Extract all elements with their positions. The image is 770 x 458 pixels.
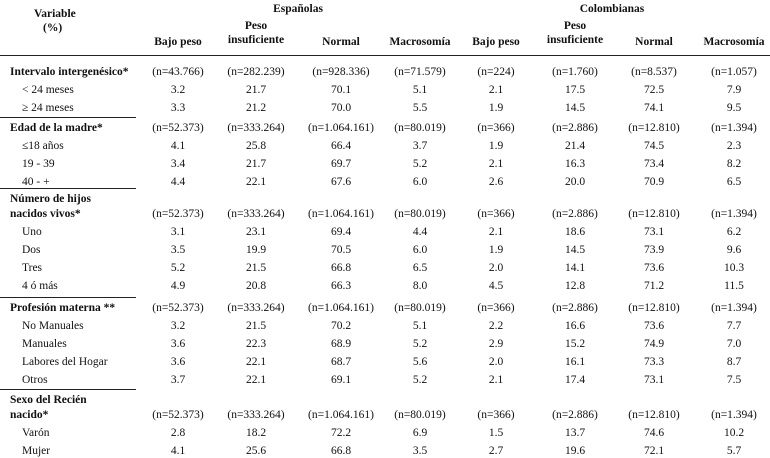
sample-size: (n=1.057) (711, 66, 757, 78)
table-cell: 5.2 (170, 262, 186, 274)
table-cell: 6.5 (412, 262, 428, 274)
table-cell: 6.0 (412, 176, 428, 188)
sample-size: (n=366) (477, 409, 515, 421)
sample-size: (n=80.019) (394, 208, 446, 220)
column-header: insuficiente (546, 34, 604, 46)
table-cell: 8.0 (412, 280, 428, 292)
column-header: Macrosomía (703, 36, 765, 48)
table-cell: 3.6 (170, 338, 186, 350)
row-label: ≤18 años (22, 140, 64, 152)
table-cell: 22.1 (245, 374, 267, 386)
table-cell: 22.3 (245, 338, 267, 350)
sample-size: (n=12.810) (628, 122, 680, 134)
sample-size: (n=928.336) (312, 66, 370, 78)
row-label: Uno (22, 226, 42, 238)
sample-size: (n=12.810) (628, 208, 680, 220)
row-label: Dos (22, 244, 41, 256)
sample-size: (n=52.373) (152, 122, 204, 134)
sample-size: (n=2.886) (552, 122, 598, 134)
section-label: Edad de la madre* (10, 122, 103, 134)
table-cell: 72.2 (330, 427, 352, 439)
table-cell: 74.6 (643, 427, 665, 439)
table-cell: 25.8 (245, 140, 267, 152)
row-label: Varón (22, 427, 50, 439)
table-cell: 3.3 (170, 102, 186, 114)
row-label: 4 ó más (22, 280, 58, 292)
table-cell: 70.9 (643, 176, 665, 188)
table-cell: 72.1 (643, 445, 665, 457)
section-label: nacido* (10, 409, 49, 421)
sample-size: (n=1.064.161) (308, 122, 374, 134)
table-cell: 3.5 (412, 445, 428, 457)
column-header: insuficiente (227, 34, 285, 46)
table-cell: 14.5 (564, 102, 586, 114)
sample-size: (n=12.810) (628, 409, 680, 421)
table-cell: 2.2 (488, 320, 504, 332)
sample-size: (n=333.264) (227, 409, 285, 421)
table-cell: 73.6 (643, 320, 665, 332)
sample-size: (n=1.394) (711, 302, 757, 314)
table-cell: 22.1 (245, 176, 267, 188)
table-cell: 15.2 (564, 338, 586, 350)
section-label: Sexo del Recién (10, 394, 87, 406)
table-cell: 2.3 (726, 140, 742, 152)
table-cell: 2.0 (488, 262, 504, 274)
sample-size: (n=333.264) (227, 302, 285, 314)
table-cell: 19.6 (564, 445, 586, 457)
table-cell: 5.2 (412, 374, 428, 386)
row-label: Tres (22, 262, 43, 274)
table-cell: 2.1 (488, 158, 504, 170)
sample-size: (n=43.766) (152, 66, 204, 78)
sample-size: (n=1.394) (711, 208, 757, 220)
sample-size: (n=12.810) (628, 302, 680, 314)
table-cell: 70.2 (330, 320, 352, 332)
table-cell: 69.7 (330, 158, 352, 170)
table-cell: 73.1 (643, 226, 665, 238)
section-divider (0, 117, 136, 118)
table-cell: 19.9 (245, 244, 267, 256)
table-cell: 10.3 (723, 262, 745, 274)
sample-size: (n=52.373) (152, 409, 204, 421)
section-divider (0, 188, 136, 189)
table-cell: 9.5 (726, 102, 742, 114)
sample-size: (n=80.019) (394, 302, 446, 314)
table-cell: 4.4 (170, 176, 186, 188)
table-cell: 5.5 (412, 102, 428, 114)
table-cell: 73.9 (643, 244, 665, 256)
table-cell: 70.1 (330, 84, 352, 96)
sample-size: (n=224) (477, 66, 515, 78)
section-label: Intervalo intergenésico* (10, 66, 129, 78)
table-cell: 8.7 (726, 356, 742, 368)
sample-size: (n=1.064.161) (308, 302, 374, 314)
table-cell: 4.5 (488, 280, 504, 292)
sample-size: (n=2.886) (552, 302, 598, 314)
row-label: No Manuales (22, 320, 84, 332)
sample-size: (n=1.064.161) (308, 409, 374, 421)
table-cell: 6.9 (412, 427, 428, 439)
sample-size: (n=1.760) (552, 66, 598, 78)
row-label: Otros (22, 374, 48, 386)
table-cell: 5.1 (412, 320, 428, 332)
sample-size: (n=2.886) (552, 208, 598, 220)
table-cell: 22.1 (245, 356, 267, 368)
table-cell: 21.7 (245, 158, 267, 170)
table-cell: 12.8 (564, 280, 586, 292)
table-cell: 3.7 (412, 140, 428, 152)
table-cell: 9.6 (726, 244, 742, 256)
sample-size: (n=282.239) (227, 66, 285, 78)
table-cell: 3.2 (170, 320, 186, 332)
table-cell: 1.9 (488, 140, 504, 152)
table-cell: 74.5 (643, 140, 665, 152)
table-cell: 5.6 (412, 356, 428, 368)
table-cell: 14.1 (564, 262, 586, 274)
table-cell: 4.1 (170, 445, 186, 457)
table-cell: 68.7 (330, 356, 352, 368)
sample-size: (n=333.264) (227, 122, 285, 134)
table-cell: 2.1 (488, 226, 504, 238)
sample-size: (n=80.019) (394, 122, 446, 134)
table-cell: 18.6 (564, 226, 586, 238)
table-cell: 70.0 (330, 102, 352, 114)
table-cell: 2.9 (488, 338, 504, 350)
table-cell: 4.4 (412, 226, 428, 238)
table-cell: 74.1 (643, 102, 665, 114)
header-unit: (%) (43, 22, 63, 34)
sample-size: (n=8.537) (631, 66, 677, 78)
table-cell: 66.3 (330, 280, 352, 292)
header-rule (0, 55, 770, 56)
table-cell: 20.8 (245, 280, 267, 292)
table-cell: 69.4 (330, 226, 352, 238)
table-cell: 21.4 (564, 140, 586, 152)
table-cell: 66.4 (330, 140, 352, 152)
table-cell: 21.5 (245, 262, 267, 274)
table-cell: 3.6 (170, 356, 186, 368)
table-cell: 16.1 (564, 356, 586, 368)
section-label: Número de hijos (10, 193, 91, 205)
table-cell: 10.2 (723, 427, 745, 439)
column-header: Normal (635, 36, 673, 48)
header-group-colombianas: Colombianas (579, 3, 645, 15)
table-cell: 72.5 (643, 84, 665, 96)
table-cell: 25.6 (245, 445, 267, 457)
table-cell: 18.2 (245, 427, 267, 439)
table-cell: 1.9 (488, 244, 504, 256)
table-cell: 68.9 (330, 338, 352, 350)
sample-size: (n=366) (477, 122, 515, 134)
table-cell: 5.7 (726, 445, 742, 457)
table-cell: 4.9 (170, 280, 186, 292)
table-cell: 20.0 (564, 176, 586, 188)
row-label: ≥ 24 meses (22, 102, 74, 114)
table-cell: 2.1 (488, 374, 504, 386)
table-cell: 73.4 (643, 158, 665, 170)
sample-size: (n=1.064.161) (308, 208, 374, 220)
table-cell: 4.1 (170, 140, 186, 152)
table-cell: 3.1 (170, 226, 186, 238)
table-cell: 66.8 (330, 262, 352, 274)
table-cell: 8.2 (726, 158, 742, 170)
header-group-espanolas: Españolas (273, 3, 323, 15)
row-label: Labores del Hogar (22, 356, 108, 368)
row-label: Manuales (22, 338, 67, 350)
table-cell: 2.8 (170, 427, 186, 439)
sample-size: (n=1.394) (711, 409, 757, 421)
section-divider (0, 389, 136, 390)
table-cell: 6.0 (412, 244, 428, 256)
sample-size: (n=1.394) (711, 122, 757, 134)
table-cell: 5.2 (412, 338, 428, 350)
table-cell: 69.1 (330, 374, 352, 386)
table-cell: 3.2 (170, 84, 186, 96)
table-cell: 7.5 (726, 374, 742, 386)
sample-size: (n=333.264) (227, 208, 285, 220)
row-label: 40 - + (22, 176, 50, 188)
section-label: Profesión materna ** (10, 302, 116, 314)
table-cell: 17.5 (564, 84, 586, 96)
table-cell: 21.2 (245, 102, 267, 114)
table-cell: 6.2 (726, 226, 742, 238)
row-label: < 24 meses (22, 84, 74, 96)
table-cell: 1.5 (488, 427, 504, 439)
sample-size: (n=366) (477, 302, 515, 314)
column-header: Peso (244, 20, 268, 32)
column-header: Peso (563, 20, 587, 32)
sample-size: (n=52.373) (152, 302, 204, 314)
table-cell: 2.0 (488, 356, 504, 368)
table-cell: 5.1 (412, 84, 428, 96)
table-cell: 17.4 (564, 374, 586, 386)
column-header: Normal (322, 36, 360, 48)
table-cell: 13.7 (564, 427, 586, 439)
table-cell: 16.6 (564, 320, 586, 332)
table-cell: 5.2 (412, 158, 428, 170)
column-header: Macrosomía (389, 36, 451, 48)
table-cell: 7.9 (726, 84, 742, 96)
row-label: 19 - 39 (22, 158, 55, 170)
column-header: Bajo peso (154, 36, 202, 48)
table-cell: 66.8 (330, 445, 352, 457)
table-cell: 7.7 (726, 320, 742, 332)
table-cell: 74.9 (643, 338, 665, 350)
table-cell: 3.4 (170, 158, 186, 170)
table-cell: 2.7 (488, 445, 504, 457)
table-cell: 23.1 (245, 226, 267, 238)
table-cell: 21.7 (245, 84, 267, 96)
table-cell: 3.5 (170, 244, 186, 256)
column-header: Bajo peso (472, 36, 520, 48)
table-cell: 14.5 (564, 244, 586, 256)
table-cell: 2.1 (488, 84, 504, 96)
table-cell: 67.6 (330, 176, 352, 188)
section-divider (0, 297, 136, 298)
sample-size: (n=366) (477, 208, 515, 220)
table-cell: 7.0 (726, 338, 742, 350)
table-cell: 3.7 (170, 374, 186, 386)
table-cell: 71.2 (643, 280, 665, 292)
table-cell: 21.5 (245, 320, 267, 332)
table-cell: 73.3 (643, 356, 665, 368)
sample-size: (n=71.579) (394, 66, 446, 78)
sample-size: (n=2.886) (552, 409, 598, 421)
table-cell: 1.9 (488, 102, 504, 114)
section-label: nacidos vivos* (10, 208, 81, 220)
table-cell: 2.6 (488, 176, 504, 188)
table-cell: 16.3 (564, 158, 586, 170)
table-cell: 73.6 (643, 262, 665, 274)
sample-size: (n=52.373) (152, 208, 204, 220)
sample-size: (n=80.019) (394, 409, 446, 421)
table-cell: 70.5 (330, 244, 352, 256)
table-cell: 11.5 (724, 280, 744, 292)
table-cell: 6.5 (726, 176, 742, 188)
header-variable: Variable (34, 8, 76, 20)
row-label: Mujer (22, 445, 51, 457)
table-cell: 73.1 (643, 374, 665, 386)
